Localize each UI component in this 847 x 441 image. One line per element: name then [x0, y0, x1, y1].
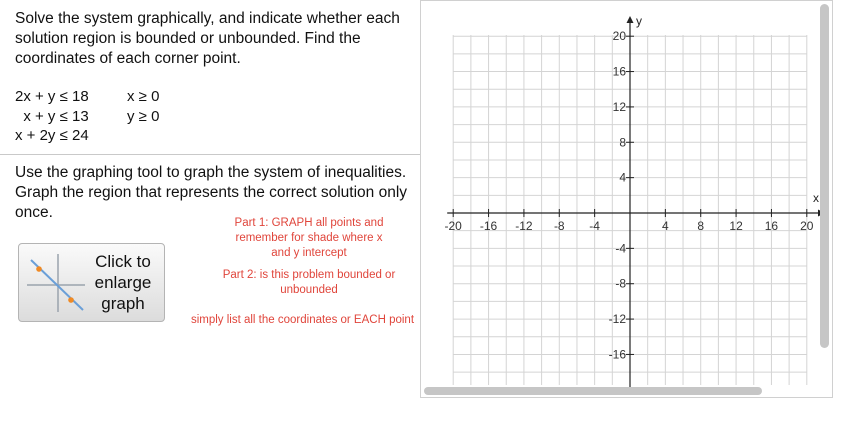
x-tick-label: -4: [589, 219, 600, 233]
inequality-2: x + y ≤ 13: [15, 107, 89, 125]
x-tick-label: -16: [479, 219, 498, 233]
enlarge-button-label: Click to enlarge graph: [94, 252, 152, 313]
horizontal-scrollbar[interactable]: [424, 387, 762, 395]
y-axis-arrow-icon: [627, 16, 634, 23]
instructions-text: Use the graphing tool to graph the system of inequalities. Graph the region that represents the correct solution only once.: [15, 164, 408, 221]
x-tick-label: -20: [444, 219, 462, 233]
note-part3: simply list all the coordinates or EACH point: [190, 314, 415, 326]
y-tick-label: 4: [619, 170, 626, 185]
vertical-scrollbar[interactable]: [820, 4, 829, 348]
x-tick-label: 16: [764, 219, 779, 233]
y-tick-label: -16: [608, 347, 626, 362]
x-tick-label: 12: [729, 219, 743, 233]
y-tick-label: -8: [615, 276, 626, 291]
x-tick-label: 20: [800, 219, 814, 233]
axes: [444, 16, 825, 395]
inequality-5: y ≥ 0: [127, 107, 160, 125]
x-axis-label: x: [813, 191, 819, 205]
y-tick-label: -12: [608, 312, 626, 327]
x-tick-label: 4: [662, 219, 669, 233]
x-tick-label: 8: [697, 219, 705, 233]
inequalities-left: [15, 87, 89, 146]
y-tick-label: 12: [612, 99, 626, 114]
graph-canvas[interactable]: [421, 1, 833, 398]
y-axis-label: y: [636, 14, 642, 28]
y-tick-label: 20: [612, 29, 626, 44]
graph-panel[interactable]: [420, 0, 833, 398]
note-part1: Part 1: GRAPH all points and remember for shade where x and y intercept: [234, 217, 384, 259]
inequality-1: 2x + y ≤ 18: [15, 88, 89, 105]
inequality-3: x + 2y ≤ 24: [15, 127, 89, 144]
x-tick-label: -8: [553, 219, 565, 233]
problem-pane: [0, 0, 420, 441]
y-tick-label: 8: [619, 135, 626, 150]
inequality-4: x ≥ 0: [127, 88, 160, 105]
y-tick-label: 16: [612, 64, 626, 79]
problem-prompt: Solve the system graphically, and indicate whether each solution region is bounded or unbounded. Find the coordinates of each corner point.: [15, 10, 400, 67]
y-tick-label: -4: [615, 241, 626, 256]
x-tick-label: -12: [515, 219, 533, 233]
inequalities-right: [127, 87, 159, 126]
divider: [0, 154, 420, 155]
note-part2: Part 2: is this problem bounded or unbounded: [222, 269, 396, 296]
graph-thumbnail-icon: [25, 252, 87, 314]
enlarge-graph-button[interactable]: [18, 243, 165, 322]
